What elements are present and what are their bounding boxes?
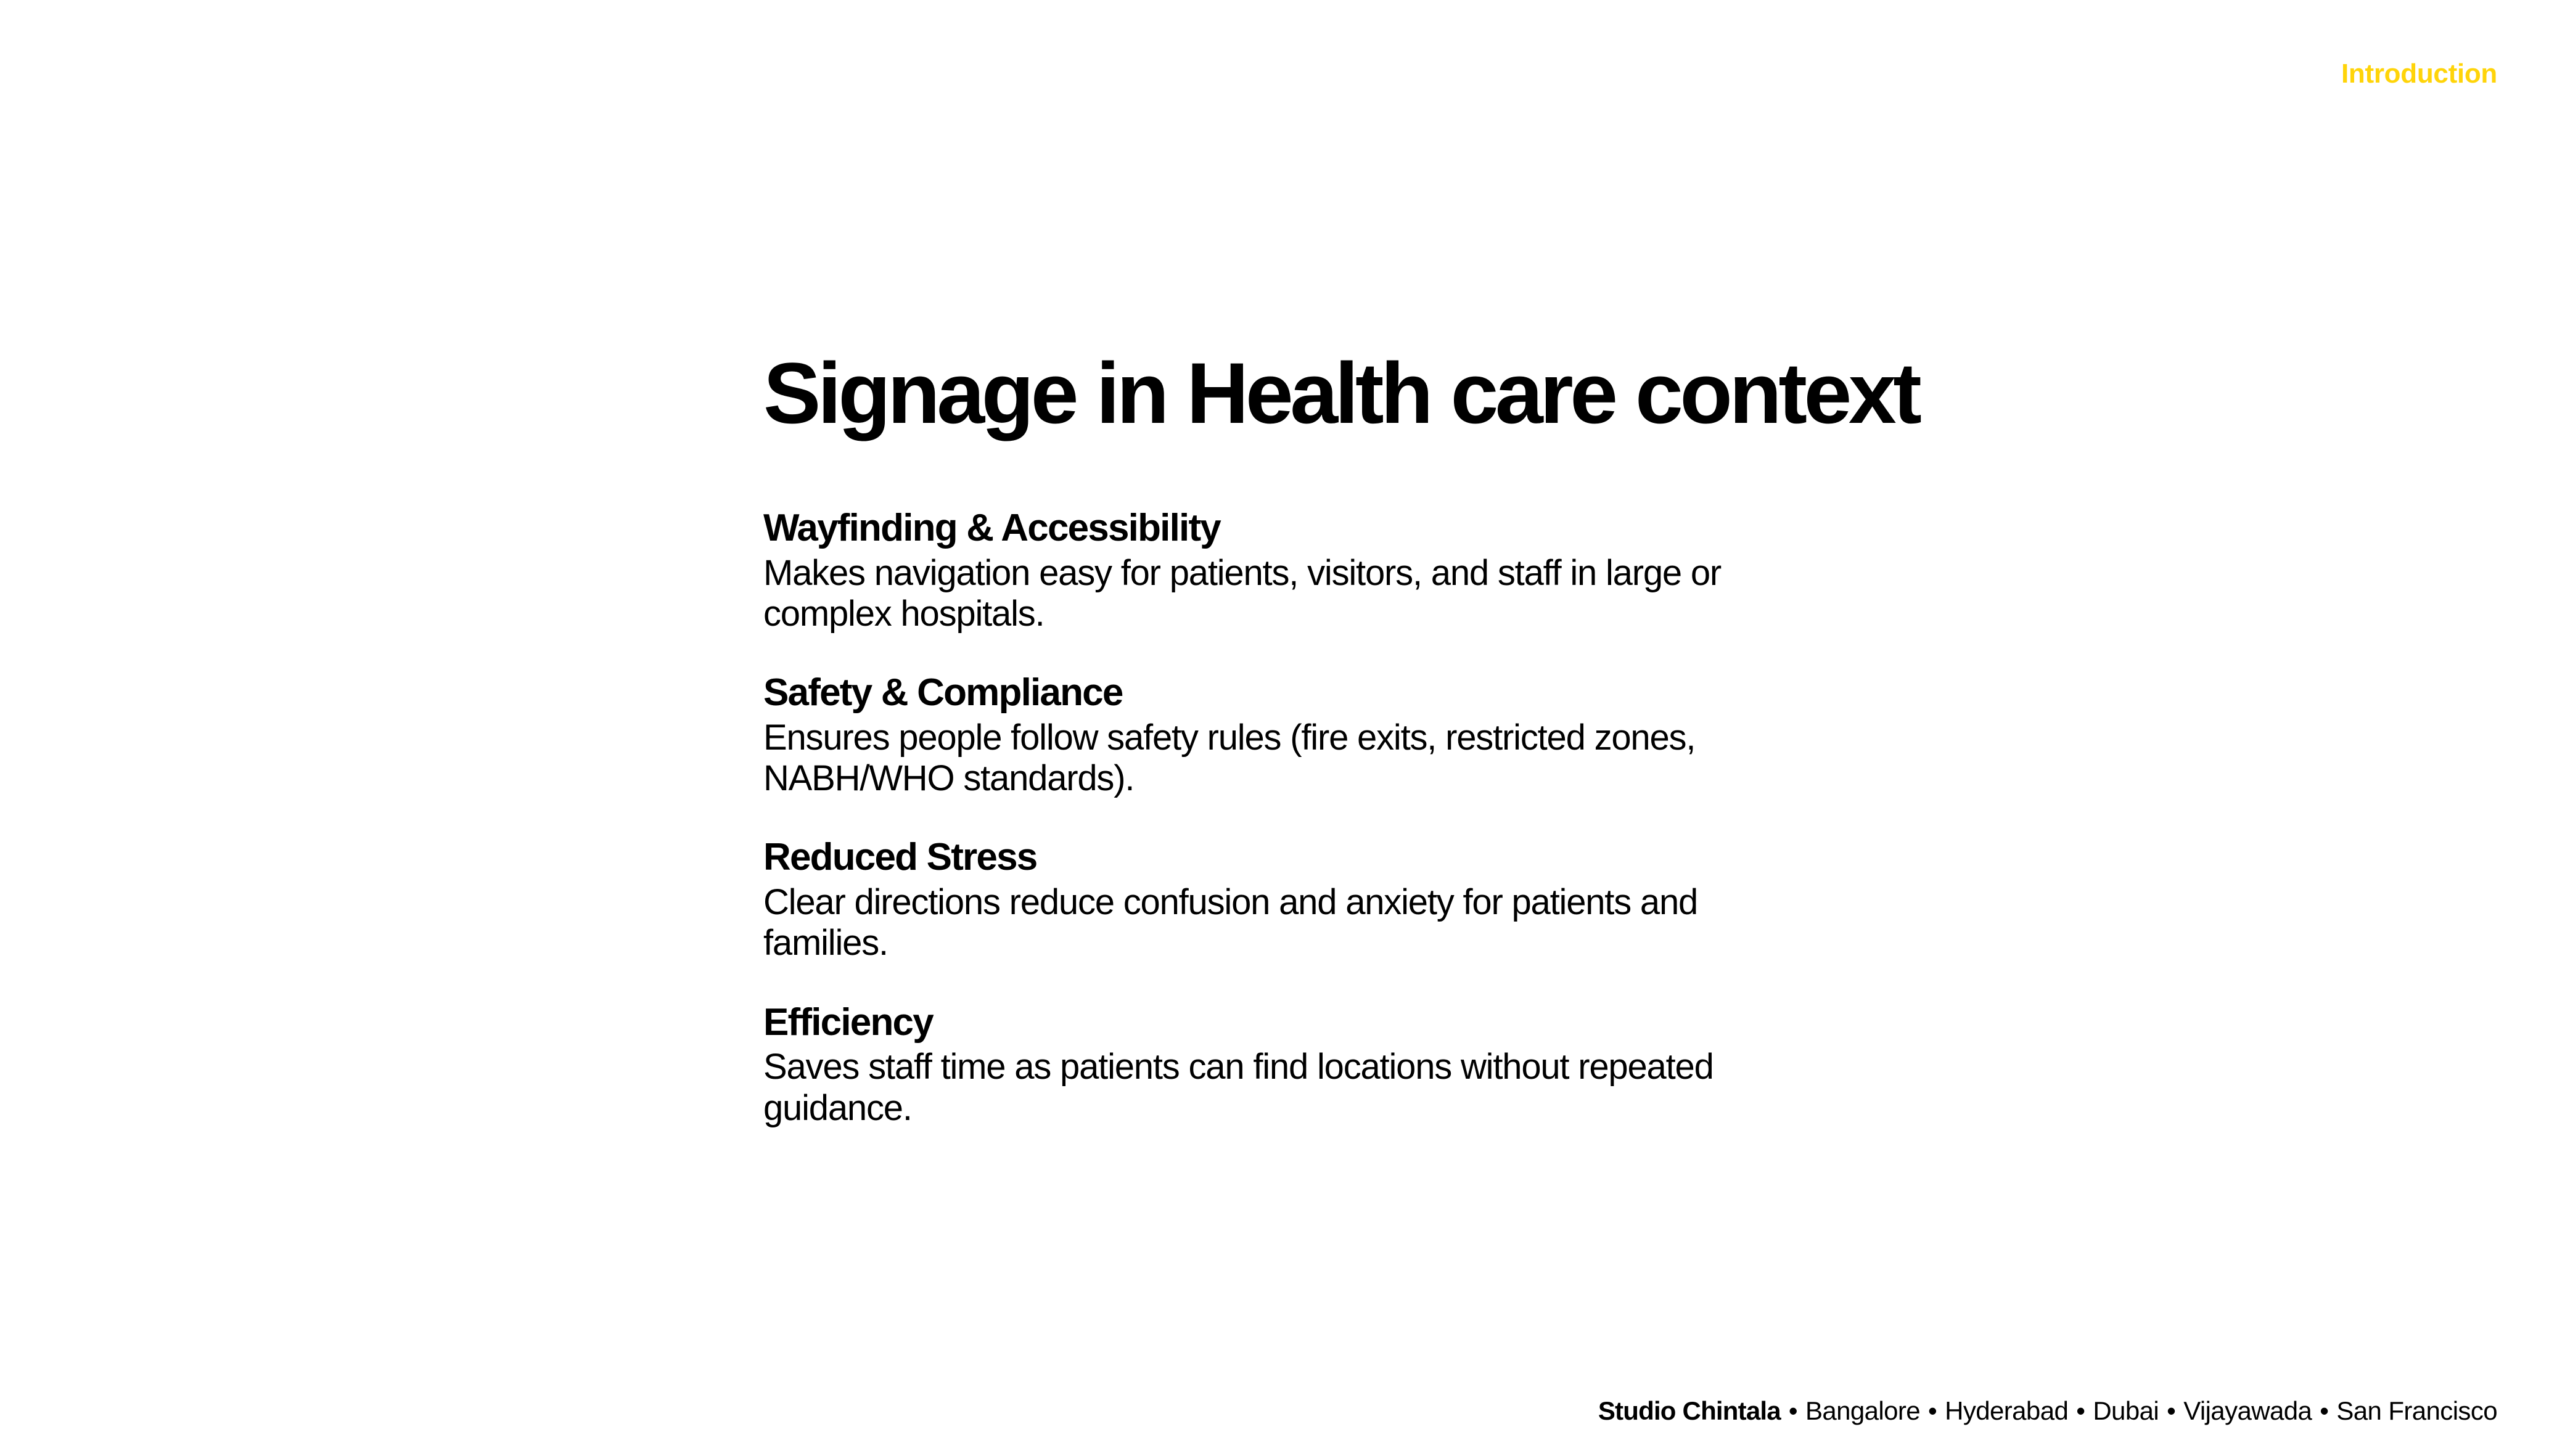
section-item [763,1002,1812,1129]
footer-separator-dot: • [1928,1396,1937,1425]
content-column [763,345,1919,1129]
section-eyebrow-label: Introduction [2341,59,2497,89]
footer-brand-name: Studio Chintala [1598,1396,1781,1425]
section-heading: Wayfinding & Accessibility [763,507,1220,549]
section-heading: Efficiency [763,1000,933,1044]
footer-city-list [1781,1398,2497,1424]
section-item [763,508,1812,634]
section-item [763,837,1812,963]
footer-city: San Francisco [2336,1396,2497,1425]
footer-city: Dubai [2093,1396,2159,1425]
footer-separator-dot: • [1788,1396,1797,1425]
section-item [763,673,1812,799]
footer-city: Vijayawada [2183,1396,2312,1425]
footer-separator-dot: • [2320,1396,2329,1425]
footer-city: Hyderabad [1945,1396,2069,1425]
footer-credit [1598,1398,2497,1424]
section-heading: Safety & Compliance [763,671,1123,714]
footer-separator-dot: • [2076,1396,2085,1425]
section-list [763,508,1812,1129]
section-heading: Reduced Stress [763,836,1037,879]
section-body: Ensures people follow safety rules (fire exits, restricted zones, NABH/WHO standards). [763,718,1696,799]
section-body: Clear directions reduce confusion and anxiety for patients and families. [763,882,1698,963]
section-body: Saves staff time as patients can find locations without repeated guidance. [763,1047,1714,1128]
footer-separator-dot: • [2167,1396,2176,1425]
footer-city: Bangalore [1805,1396,1921,1425]
section-body: Makes navigation easy for patients, visitors, and staff in large or complex hospitals. [763,552,1722,634]
page-title: Signage in Health care context [763,345,1919,441]
